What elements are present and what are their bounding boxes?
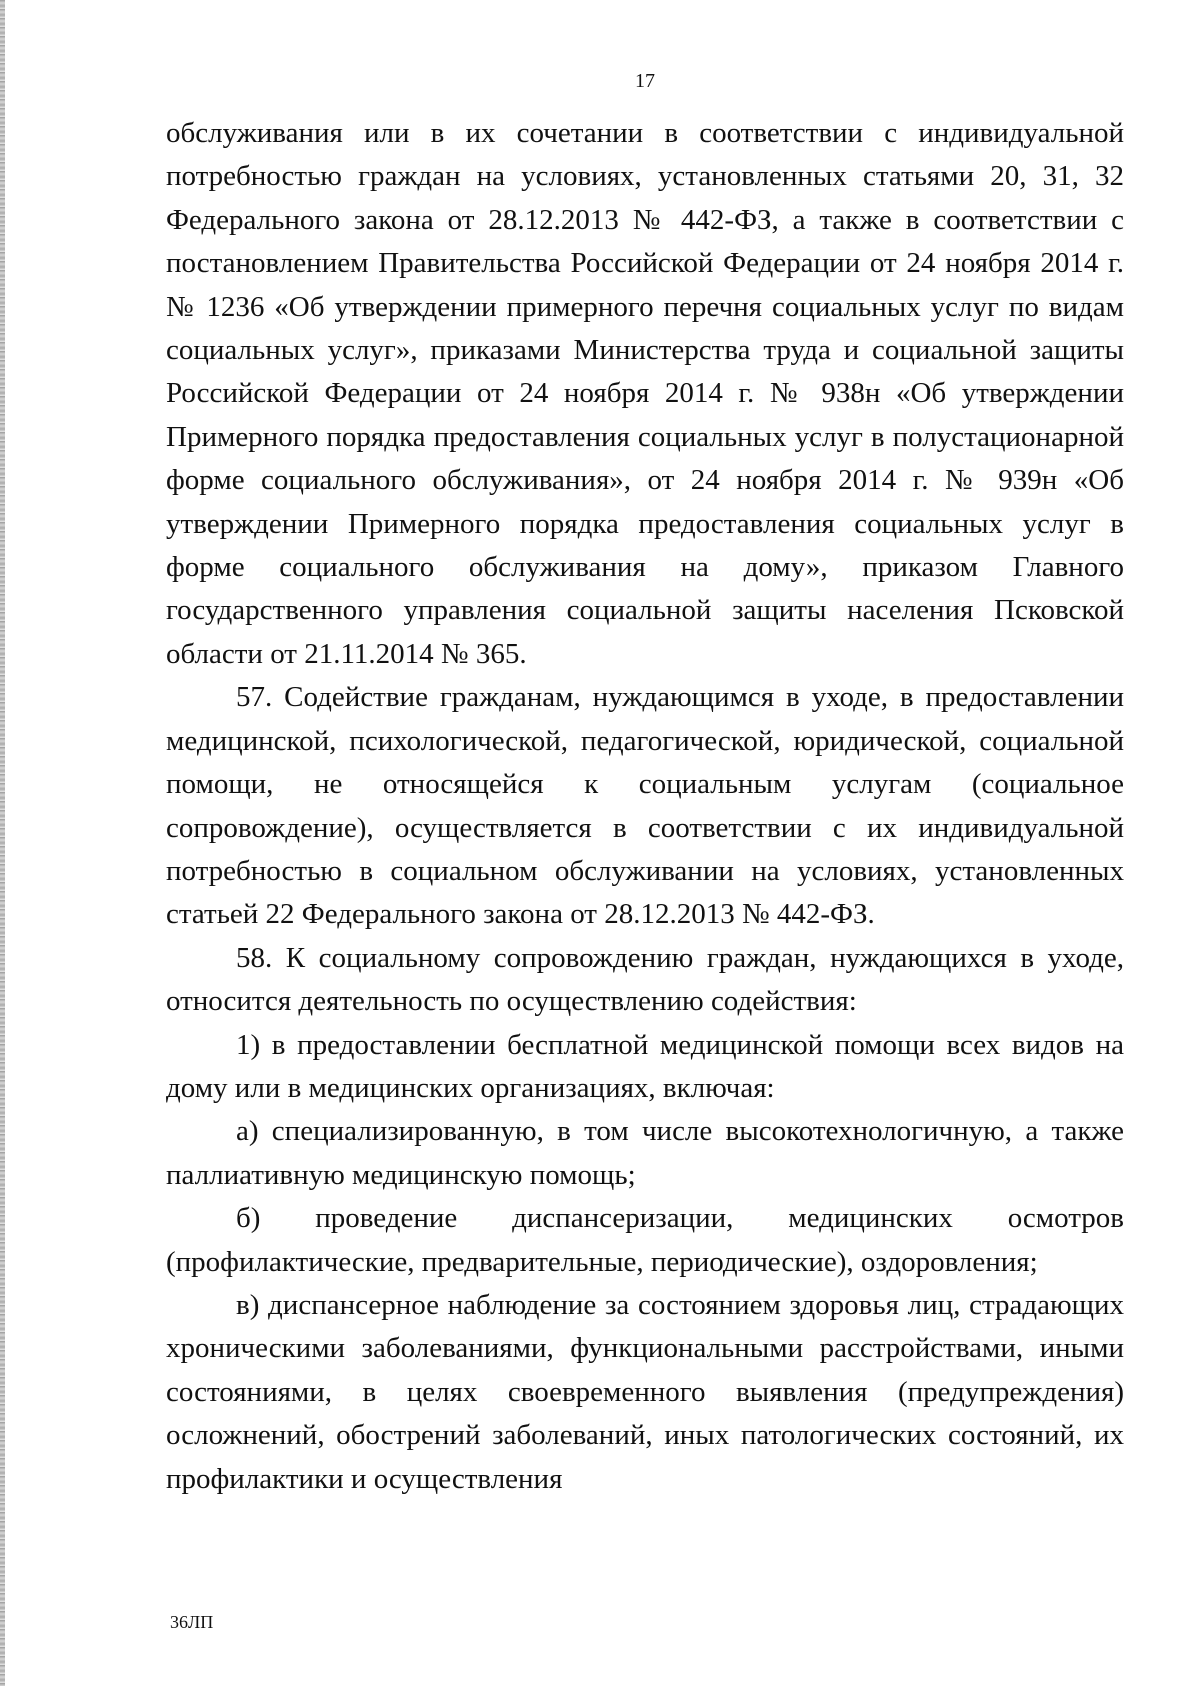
paragraph-57: 57. Содействие гражданам, нуждающимся в уходе, в предоставлении медицинской, психологической, педагогической, юридической, социальной помощи, не относящейся к социальным услугам (социальное сопровождение), осуществляется в соответствии с их индивидуальной потребностью в социальном обслуживании на условиях, установленных статьей 22 Федерального закона от 28.12.2013 № 442-ФЗ. — [166, 681, 1124, 931]
list-item-a: а) специализированную, в том числе высокотехнологичную, а также паллиативную медицинскую помощь; — [166, 1115, 1124, 1191]
paragraph-58: 58. К социальному сопровождению граждан, нуждающихся в уходе, относится деятельность по осуществлению содействия: — [166, 941, 1124, 1018]
page-number: 17 — [635, 70, 655, 92]
paragraph-continuation: обслуживания или в их сочетании в соответствии с индивидуальной потребностью граждан на условиях, установленных статьями 20, 31, 32 Федерального закона от 28.12.2013 № 442-ФЗ, а также в соответствии с постановлением Правительства Российской Федерации от 24 ноября 2014 г. № 1236 «Об утверждении примерного перечня социальных услуг по видам социальных услуг», приказами Министерства труда и социальной защиты Российской Федерации от 24 ноября 2014 г. № 938н «Об утверждении Примерного порядка предоставления социальных услуг в полустационарной форме социального обслуживания», от 24 ноября 2014 г. № 939н «Об утверждении Примерного порядка предоставления социальных услуг в форме социального обслуживания на дому», приказом Главного государственного управления социальной защиты населения Псковской области от 21.11.2014 № 365. — [166, 117, 1124, 670]
list-item-b: б) проведение диспансеризации, медицинских осмотров (профилактические, предварительные, периодические), оздоровления; — [166, 1202, 1124, 1278]
document-body — [166, 112, 1124, 1501]
list-item-v: в) диспансерное наблюдение за состоянием здоровья лиц, страдающих хроническими заболеваниями, функциональными расстройствами, иными состояниями, в целях своевременного выявления (предупреждения) осложнений, обострений заболеваний, иных патологических состояний, их профилактики и осуществления — [166, 1288, 1124, 1495]
scan-edge — [0, 0, 5, 1686]
footer-code: 36ЛП — [170, 1612, 214, 1632]
list-item-1: 1) в предоставлении бесплатной медицинской помощи всех видов на дому или в медицинских организациях, включая: — [166, 1028, 1124, 1104]
